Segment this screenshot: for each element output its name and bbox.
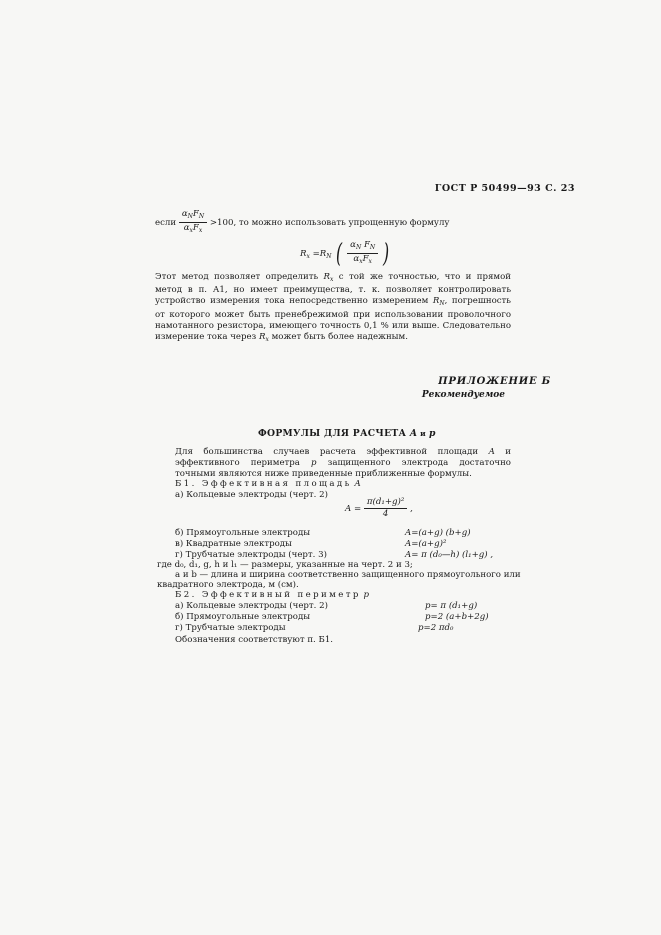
b2-item-a: а) Кольцевые электроды (черт. 2) <box>175 601 328 611</box>
method-paragraph: Этот метод позволяет определить $R_x$ с той же точностью, что и прямой метод в п. А1, но имеет преимущества, т. к. позволяет контролировать устройство измерения тока непосредственно измерением $R_N$, погрешность от которого может быть пренебрежимой при использовании проволочного намотанного резистора, имеющего точность 0,1 % или выше. Следовательно измерение тока через $R_x$ может быть более надежным. <box>155 272 511 344</box>
b1-item-b-formula: A=(a+g) (b+g) <box>405 528 471 538</box>
b1-ab-line2: квадратного электрода, м (см). <box>157 580 299 590</box>
b1-item-a: а) Кольцевые электроды (черт. 2) <box>175 490 328 500</box>
appendix-title: ПРИЛОЖЕНИЕ Б <box>438 376 551 387</box>
b1-where: где d₀, d₁, g, h и l₁ — размеры, указанные на черт. 2 и 3; <box>157 560 413 570</box>
b1-item-v-formula: A=(a+g)² <box>405 539 447 549</box>
intro-paragraph: Для большинства случаев расчета эффективной площади A и эффективного периметра p защищенного электрода достаточно точными являются ниже приведенные приближенные формулы. <box>175 447 511 480</box>
b2-item-b-formula: p=2 (a+b+2g) <box>425 612 489 622</box>
page-header: ГОСТ Р 50499—93 С. 23 <box>434 183 575 194</box>
b1-ab-line1: a и b — длина и ширина соответственно защищенного прямоугольного или <box>175 570 521 580</box>
b2-item-a-formula: p= π (d₁+g) <box>425 601 478 611</box>
section-title: ФОРМУЛЫ ДЛЯ РАСЧЕТА A и p <box>258 428 436 439</box>
b2-item-g-formula: p=2 πd₀ <box>418 623 454 633</box>
b1-item-v: в) Квадратные электроды <box>175 539 292 549</box>
condition-line <box>155 209 449 236</box>
b2-notes: Обозначения соответствуют п. Б1. <box>175 635 334 645</box>
condition-suffix: >100, то можно использовать упрощенную формулу <box>209 218 450 228</box>
b1-item-g: г) Трубчатые электроды (черт. 3) <box>175 550 327 560</box>
condition-fraction: $\frac{\alpha_NF_N}{\alpha_xF_x}$ <box>179 209 207 236</box>
b2-item-g: г) Трубчатые электроды <box>175 623 286 633</box>
appendix-subtitle: Рекомендуемое <box>421 390 505 400</box>
b1-item-b: б) Прямоугольные электроды <box>175 528 311 538</box>
b1-heading: Б1. Эффективная площадь A <box>175 479 361 489</box>
b2-heading: Б2. Эффективный периметр p <box>175 590 369 600</box>
simplified-formula: $R_x =R_N$ ( $\frac{\alpha_N F_N}{\alpha_xF_x}$ ) <box>300 238 390 269</box>
b2-item-b: б) Прямоугольные электроды <box>175 612 311 622</box>
b1-item-g-formula: A= π (d₀—h) (l₁+g) , <box>405 550 494 560</box>
condition-prefix: если <box>155 218 177 228</box>
b1-formula-ring: A = $\frac{\text{π(d₁+g)²}}{4}$ , <box>345 497 413 519</box>
